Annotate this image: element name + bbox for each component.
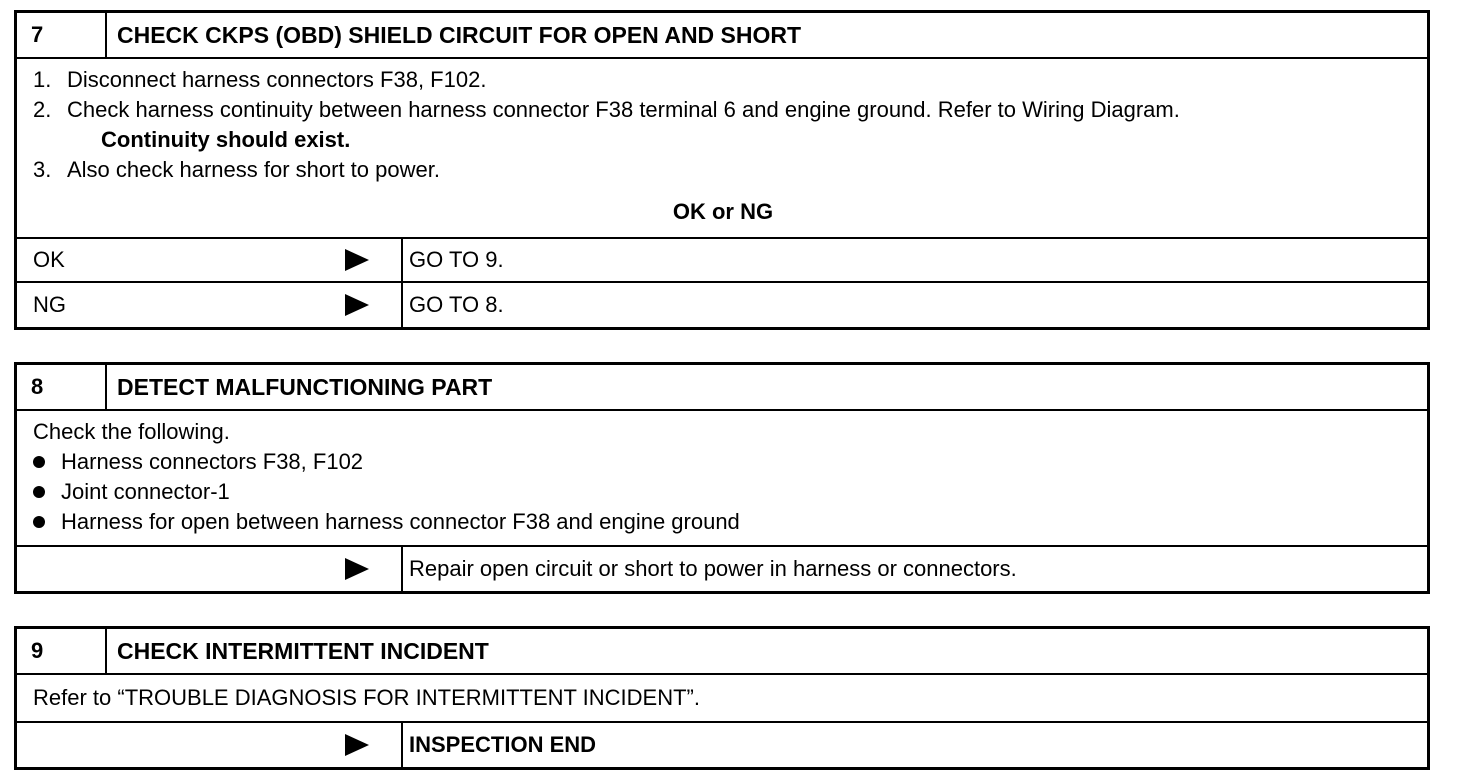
instruction-number: 1. bbox=[33, 67, 52, 92]
arrow-right-icon bbox=[345, 558, 369, 580]
instruction-item bbox=[33, 155, 1413, 185]
result-row-ng bbox=[17, 283, 1427, 327]
result-action: GO TO 8. bbox=[409, 292, 504, 317]
continuity-note: Continuity should exist. bbox=[101, 127, 351, 152]
list-item bbox=[33, 447, 1413, 477]
bullet-icon bbox=[33, 516, 45, 528]
step-8-block bbox=[14, 362, 1430, 594]
list-item bbox=[33, 507, 1413, 537]
result-label-cell bbox=[17, 547, 403, 591]
bullet-icon bbox=[33, 456, 45, 468]
instruction-text: Disconnect harness connectors F38, F102. bbox=[67, 67, 487, 92]
step-number: 9 bbox=[17, 629, 107, 673]
bullet-icon bbox=[33, 486, 45, 498]
arrow-right-icon bbox=[345, 734, 369, 756]
step-9-header bbox=[17, 629, 1427, 675]
step-7-header bbox=[17, 13, 1427, 59]
result-action: GO TO 9. bbox=[409, 247, 504, 272]
result-label-cell bbox=[17, 283, 403, 327]
result-label-cell bbox=[17, 239, 403, 281]
instruction-item bbox=[33, 65, 1413, 95]
result-row-ok bbox=[17, 239, 1427, 283]
step-title: CHECK INTERMITTENT INCIDENT bbox=[117, 637, 489, 664]
step-8-body bbox=[17, 411, 1427, 547]
reference-text: Refer to “TROUBLE DIAGNOSIS FOR INTERMITTENT INCIDENT”. bbox=[33, 685, 700, 710]
result-action: INSPECTION END bbox=[409, 732, 597, 757]
arrow-right-icon bbox=[345, 294, 369, 316]
step-title: DETECT MALFUNCTIONING PART bbox=[117, 373, 493, 400]
result-label: NG bbox=[33, 292, 66, 317]
step-7-block bbox=[14, 10, 1430, 330]
instruction-number: 3. bbox=[33, 157, 52, 182]
step-9-body bbox=[17, 675, 1427, 723]
instruction-text: Check harness continuity between harness connector F38 terminal 6 and engine ground. Refer to Wiring Diagram. bbox=[67, 97, 1180, 122]
result-row bbox=[17, 723, 1427, 767]
list-item bbox=[33, 477, 1413, 507]
list-item-text: Harness connectors F38, F102 bbox=[61, 449, 364, 474]
instruction-item bbox=[33, 95, 1413, 125]
result-action: Repair open circuit or short to power in harness or connectors. bbox=[409, 556, 1017, 581]
list-item-text: Joint connector-1 bbox=[61, 479, 230, 504]
instruction-number: 2. bbox=[33, 97, 52, 122]
instruction-text: Also check harness for short to power. bbox=[67, 157, 440, 182]
step-number: 8 bbox=[17, 365, 107, 409]
intro-text: Check the following. bbox=[33, 419, 230, 444]
step-7-body bbox=[17, 59, 1427, 239]
step-8-header bbox=[17, 365, 1427, 411]
step-number: 7 bbox=[17, 13, 107, 57]
arrow-right-icon bbox=[345, 249, 369, 271]
step-title: CHECK CKPS (OBD) SHIELD CIRCUIT FOR OPEN AND SHORT bbox=[117, 21, 802, 48]
list-item-text: Harness for open between harness connector F38 and engine ground bbox=[61, 509, 740, 534]
result-label-cell bbox=[17, 723, 403, 767]
result-label: OK bbox=[33, 247, 65, 272]
step-9-block bbox=[14, 626, 1430, 770]
decision-label: OK or NG bbox=[672, 199, 774, 224]
result-row bbox=[17, 547, 1427, 591]
